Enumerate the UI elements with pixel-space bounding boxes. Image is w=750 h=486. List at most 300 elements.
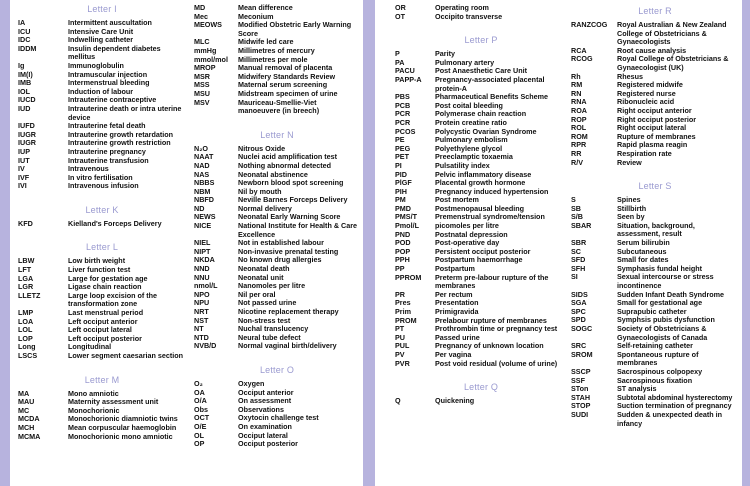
entry-abbreviation: RN — [571, 88, 582, 98]
entry-definition: Persistent occiput posterior — [435, 246, 531, 256]
entry-definition: Midwife led care — [238, 37, 294, 47]
entry-definition: Spontaneous rupture of membranes — [617, 349, 699, 368]
entry-abbreviation: NPU — [194, 298, 210, 308]
entry-definition: Registered midwife — [617, 80, 683, 90]
glossary-entry — [395, 76, 567, 93]
entry-definition: Intermenstrual bleeding — [68, 78, 150, 88]
entry-definition: Symphsis pubis dysfunction — [617, 315, 715, 325]
entry-abbreviation: NNU — [194, 272, 210, 282]
entry-abbreviation: Long — [18, 342, 36, 352]
entry-abbreviation: SUDI — [571, 409, 589, 419]
entry-definition: Stillbirth — [617, 203, 647, 213]
entry-definition: Liver function test — [68, 265, 131, 275]
entry-abbreviation: MD — [194, 3, 206, 12]
entry-abbreviation: LMP — [18, 308, 34, 318]
entry-definition: Polycystic Ovarian Syndrome — [435, 126, 537, 136]
glossary-entry — [395, 325, 567, 334]
entry-abbreviation: SSF — [571, 375, 585, 385]
entry-abbreviation: LGR — [18, 282, 34, 292]
entry-abbreviation: OCT — [194, 413, 210, 423]
glossary-entry — [395, 342, 567, 351]
entry-definition: In vitro fertilisation — [68, 172, 133, 182]
entry-definition: Neonatal Early Warning Score — [238, 212, 341, 222]
entry-definition: Nothing abnormal detected — [238, 160, 332, 170]
entry-abbreviation: Ig — [18, 60, 25, 70]
entry-abbreviation: PI — [395, 160, 402, 170]
entry-abbreviation: SSCP — [571, 366, 591, 376]
glossary-entry — [395, 397, 567, 406]
entry-abbreviation: IDC — [18, 35, 31, 45]
entry-abbreviation: IUP — [18, 146, 30, 156]
entry-abbreviation: PIH — [395, 186, 407, 196]
entry-definition: Spines — [617, 195, 641, 205]
left-page — [10, 0, 363, 486]
entry-definition: Indwelling catheter — [68, 35, 134, 45]
entry-definition: Intrauterine contraceptive — [68, 95, 157, 105]
entry-abbreviation: LSCS — [18, 351, 38, 360]
section-heading-letter-l: Letter L — [85, 242, 119, 253]
entry-definition: Intramuscular injection — [68, 69, 148, 79]
entry-definition: Preterm pre-labour rupture of the membranes — [435, 272, 549, 291]
entry-definition: Low birth weight — [68, 256, 126, 266]
entry-abbreviation: PP — [395, 264, 405, 274]
entry-abbreviation: NTD — [194, 332, 209, 342]
entry-definition: Mono amniotic — [68, 388, 119, 398]
entry-abbreviation: IUFD — [18, 121, 35, 131]
entry-definition: Quickening — [435, 396, 475, 406]
entry-definition: Millimetres of mercury — [238, 45, 315, 55]
entry-abbreviation: IUD — [18, 103, 31, 113]
entry-abbreviation: MEOWS — [194, 20, 222, 30]
glossary-entry — [571, 325, 739, 342]
entry-abbreviation: IDDM — [18, 43, 37, 53]
glossary-entry — [395, 256, 567, 265]
entry-definition: Monochorionic mono amniotic — [68, 431, 173, 441]
entry-definition: Not in established labour — [238, 238, 324, 248]
entry-definition: Modified Obstetric Early Warning Score — [238, 20, 352, 38]
entry-definition: Placental growth hormone — [435, 178, 526, 188]
entry-abbreviation: PROM — [395, 315, 417, 325]
entry-abbreviation: NKDA — [194, 255, 215, 265]
entry-definition: Ribonucleic acid — [617, 97, 675, 107]
entry-definition: Post-operative day — [435, 238, 500, 248]
entry-abbreviation: PPROM — [395, 272, 422, 282]
entry-definition: Intravenous — [68, 164, 109, 174]
section-heading-letter-r: Letter R — [638, 6, 672, 16]
entry-abbreviation: SPD — [571, 315, 586, 325]
entry-abbreviation: NAS — [194, 169, 210, 179]
entry-definition: Manual removal of placenta — [238, 63, 333, 73]
entry-abbreviation: PT — [395, 324, 405, 334]
entry-definition: Protein creatine ratio — [435, 117, 507, 127]
entry-abbreviation: IOL — [18, 86, 30, 96]
entry-abbreviation: Q — [395, 396, 401, 406]
entry-definition: Newborn blood spot screening — [238, 178, 344, 188]
entry-abbreviation: PU — [395, 332, 405, 342]
entry-abbreviation: SPC — [571, 306, 586, 316]
entry-abbreviation: RCA — [571, 45, 587, 55]
entry-definition: Sudden & unexpected death in infancy — [617, 409, 723, 428]
entry-definition: Oxygen — [238, 378, 265, 388]
entry-definition: Prelabour rupture of membranes — [435, 315, 547, 325]
entry-abbreviation: O/E — [194, 421, 207, 431]
glossary-entry — [18, 182, 186, 191]
glossary-entry — [395, 274, 567, 291]
entry-abbreviation: STAH — [571, 392, 591, 402]
entry-abbreviation: IUCD — [18, 95, 36, 105]
entry-definition: Monochorionic — [68, 405, 120, 415]
entry-definition: Post void residual (volume of urine) — [435, 358, 558, 368]
entry-abbreviation: PV — [395, 349, 405, 359]
glossary-entry — [571, 205, 739, 214]
entry-definition: Intrauterine fetal death — [68, 121, 146, 131]
entry-definition: Intravenous infusion — [68, 181, 139, 191]
entry-abbreviation: P — [395, 49, 400, 59]
entry-abbreviation: LOL — [18, 325, 33, 335]
entry-definition: Sacrospinous colpopexy — [617, 366, 703, 376]
entry-abbreviation: SIDS — [571, 289, 588, 299]
entry-abbreviation: OT — [395, 11, 405, 21]
entry-abbreviation: IA — [18, 18, 26, 27]
glossary-entry — [571, 150, 739, 159]
entry-definition: Intrauterine transfusion — [68, 155, 149, 165]
entry-definition: Last menstrual period — [68, 308, 144, 318]
entry-definition: Meconium — [238, 11, 274, 21]
entry-definition: Nicotine replacement therapy — [238, 307, 339, 316]
entry-definition: Immunoglobulin — [68, 60, 124, 70]
entry-abbreviation: OR — [395, 3, 406, 12]
entry-abbreviation: POP — [395, 246, 411, 256]
glossary-entry — [18, 220, 186, 229]
entry-definition: Intensive Care Unit — [68, 26, 134, 36]
entry-definition: Neville Barnes Forceps Delivery — [238, 195, 348, 205]
entry-abbreviation: nmol/L — [194, 281, 218, 291]
entry-definition: Intrauterine growth retardation — [68, 129, 174, 139]
entry-abbreviation: PVR — [395, 358, 410, 368]
entry-definition: Occipito transverse — [435, 11, 503, 21]
entry-definition: Presentation — [435, 298, 479, 308]
entry-definition: ST analysis — [617, 384, 657, 394]
entry-abbreviation: mmol/mol — [194, 54, 228, 64]
entry-definition: Not passed urine — [238, 298, 297, 308]
entry-abbreviation: LBW — [18, 256, 35, 266]
entry-definition: Primigravida — [435, 307, 479, 316]
entry-definition: On assessment — [238, 396, 292, 406]
entry-definition: Intrauterine pregnancy — [68, 146, 146, 156]
entry-definition: Post coital bleeding — [435, 100, 503, 110]
entry-abbreviation: RANZCOG — [571, 20, 608, 29]
glossary-entry — [395, 291, 567, 300]
glossary-entry — [571, 196, 739, 205]
entry-definition: Sexual intercourse or stress incontinence — [617, 272, 714, 291]
entry-definition: Kielland's Forceps Delivery — [68, 218, 162, 228]
glossary-entry — [571, 411, 739, 428]
entry-abbreviation: KFD — [18, 218, 33, 228]
entry-definition: Self-retaining catheter — [617, 341, 693, 351]
entry-abbreviation: SOGC — [571, 324, 593, 333]
entry-definition: Monochorionic diamniotic twins — [68, 414, 178, 424]
entry-definition: No known drug allergies — [238, 255, 322, 265]
section-heading-letter-k: Letter K — [85, 204, 119, 215]
entry-definition: Prothrombin time or pregnancy test — [435, 324, 558, 334]
entry-definition: Review — [617, 157, 642, 167]
glossary-entry — [18, 352, 186, 361]
glossary-entry — [18, 105, 186, 122]
entry-definition: Occiput posterior — [238, 439, 298, 449]
entry-definition: Lower segment caesarian section — [68, 351, 184, 360]
entry-definition: Post Anaesthetic Care Unit — [435, 66, 527, 76]
entry-definition: Postmenopausal bleeding — [435, 203, 525, 213]
entry-abbreviation: LLETZ — [18, 290, 41, 300]
glossary-entry — [194, 222, 360, 239]
glossary-entry — [571, 159, 739, 168]
entry-abbreviation: OP — [194, 439, 205, 449]
entry-definition: Sudden Infant Death Syndrome — [617, 289, 725, 299]
entry-abbreviation: NT — [194, 324, 204, 334]
entry-abbreviation: MSR — [194, 71, 210, 81]
glossary-entry — [18, 292, 186, 309]
entry-definition: National Institute for Health & Care Excellence — [238, 221, 358, 239]
entry-definition: Longitudinal — [68, 342, 112, 352]
entry-definition: Pulmonary embolism — [435, 135, 508, 145]
entry-definition: Sacrospinous fixation — [617, 375, 693, 385]
entry-abbreviation: NAD — [194, 160, 210, 170]
glossary-entry — [571, 222, 739, 239]
entry-abbreviation: OA — [194, 387, 205, 397]
glossary-entry — [194, 440, 360, 449]
entry-abbreviation: NAAT — [194, 152, 214, 162]
entry-abbreviation: PACU — [395, 66, 415, 76]
entry-abbreviation: SC — [571, 246, 581, 256]
glossary-entry — [571, 351, 739, 368]
entry-definition: Maternity assessment unit — [68, 397, 159, 407]
entry-definition: Per vagina — [435, 349, 472, 359]
glossary-entry — [18, 45, 186, 62]
entry-definition: picomoles per litre — [435, 221, 499, 231]
entry-abbreviation: Obs — [194, 404, 208, 414]
entry-abbreviation: R/V — [571, 157, 583, 167]
glossary-entry — [194, 342, 360, 351]
left-page-column-2 — [194, 4, 360, 449]
entry-abbreviation: ROP — [571, 114, 587, 124]
entry-definition: Postpartum haemorrhage — [435, 255, 523, 265]
entry-definition: Per rectum — [435, 289, 473, 299]
right-page-column-2 — [571, 4, 739, 428]
entry-definition: Respiration rate — [617, 148, 672, 158]
entry-abbreviation: MC — [18, 405, 30, 415]
entry-abbreviation: RPR — [571, 140, 587, 150]
entry-abbreviation: ROM — [571, 131, 588, 141]
glossary-entry — [194, 21, 360, 38]
entry-definition: Midstream specimen of urine — [238, 88, 338, 98]
glossary-entry — [571, 273, 739, 290]
entry-abbreviation: PCOS — [395, 126, 416, 136]
section-heading-letter-n: Letter N — [260, 129, 294, 140]
entry-definition: Neonatal abstinence — [238, 169, 308, 179]
entry-abbreviation: PR — [395, 289, 405, 299]
entry-abbreviation: NPO — [194, 289, 210, 299]
entry-definition: Pulsatility index — [435, 160, 490, 170]
entry-abbreviation: MSS — [194, 80, 210, 90]
entry-abbreviation: PND — [395, 229, 411, 239]
entry-definition: Large for gestation age — [68, 273, 148, 283]
entry-definition: Oxytocin challenge test — [238, 413, 319, 423]
entry-abbreviation: mmHg — [194, 45, 217, 55]
entry-abbreviation: O₂ — [194, 378, 203, 388]
entry-abbreviation: NBFD — [194, 195, 214, 205]
entry-abbreviation: IVF — [18, 172, 30, 182]
entry-definition: Occiput lateral — [238, 430, 288, 440]
right-page — [375, 0, 742, 486]
entry-definition: Nuclei acid amplification test — [238, 152, 338, 162]
entry-abbreviation: MAU — [18, 397, 35, 407]
entry-abbreviation: IUGR — [18, 129, 36, 139]
entry-definition: Left occiput anterior — [68, 316, 138, 326]
entry-abbreviation: PET — [395, 152, 409, 162]
entry-abbreviation: SRC — [571, 341, 587, 351]
entry-definition: Operating room — [435, 3, 489, 12]
glossary-entry — [18, 433, 186, 442]
entry-definition: Non-stress test — [238, 315, 291, 325]
entry-abbreviation: Rh — [571, 71, 581, 81]
entry-abbreviation: ICU — [18, 26, 31, 36]
entry-definition: Premenstrual syndrome/tension — [435, 212, 545, 222]
entry-abbreviation: LOA — [18, 316, 34, 326]
glossary-entry — [395, 13, 567, 22]
entry-definition: Rhesus — [617, 71, 643, 81]
glossary-entry — [194, 4, 360, 13]
entry-abbreviation: IVI — [18, 181, 27, 191]
entry-abbreviation: Pres — [395, 298, 411, 308]
entry-abbreviation: STOP — [571, 401, 591, 411]
entry-definition: Suprapubic catheter — [617, 306, 687, 316]
entry-definition: Pharmaceutical Benefits Scheme — [435, 92, 549, 102]
entry-definition: Subcutaneous — [617, 246, 667, 256]
entry-definition: Nanomoles per litre — [238, 281, 306, 291]
glossary-entry — [571, 55, 739, 72]
entry-abbreviation: IV — [18, 164, 25, 174]
entry-abbreviation: SB — [571, 203, 581, 213]
entry-definition: Nuchal translucency — [238, 324, 309, 334]
entry-definition: Observations — [238, 404, 284, 414]
entry-definition: Right occiput anterior — [617, 105, 692, 115]
entry-definition: Neural tube defect — [238, 332, 301, 342]
entry-definition: Subtotal abdominal hysterectomy — [617, 392, 733, 402]
entry-abbreviation: S — [571, 195, 576, 205]
entry-definition: Nil by mouth — [238, 186, 282, 196]
entry-definition: Neonatal unit — [238, 272, 284, 282]
entry-abbreviation: SFD — [571, 255, 586, 265]
entry-abbreviation: NBBS — [194, 178, 215, 188]
entry-definition: Right occiput lateral — [617, 123, 687, 133]
entry-abbreviation: PA — [395, 57, 405, 67]
entry-abbreviation: NICE — [194, 221, 212, 231]
entry-abbreviation: NIPT — [194, 246, 211, 256]
entry-abbreviation: NRT — [194, 307, 209, 316]
entry-abbreviation: NST — [194, 315, 209, 325]
entry-definition: Symphasis fundal height — [617, 263, 703, 273]
entry-definition: Serum bilirubin — [617, 238, 670, 248]
entry-abbreviation: MSV — [194, 97, 210, 107]
entry-abbreviation: PBS — [395, 92, 410, 102]
entry-definition: Ligase chain reaction — [68, 282, 142, 292]
entry-abbreviation: PCB — [395, 100, 411, 110]
entry-abbreviation: PlGF — [395, 178, 412, 188]
entry-definition: Parity — [435, 49, 455, 59]
entry-definition: Small for dates — [617, 255, 669, 265]
entry-abbreviation: MLC — [194, 37, 210, 47]
entry-definition: Rupture of membranes — [617, 131, 696, 141]
entry-definition: Postpartum — [435, 264, 475, 274]
entry-abbreviation: LGA — [18, 273, 34, 283]
entry-abbreviation: PUL — [395, 341, 410, 351]
entry-abbreviation: IUGR — [18, 138, 36, 148]
entry-abbreviation: SBAR — [571, 220, 592, 230]
entry-definition: Rapid plasma reagin — [617, 140, 688, 150]
section-heading-letter-p: Letter P — [464, 35, 498, 46]
entry-abbreviation: POD — [395, 238, 411, 248]
entry-abbreviation: ROA — [571, 105, 587, 115]
entry-abbreviation: PMD — [395, 203, 411, 213]
section-heading-letter-s: Letter S — [638, 181, 672, 192]
entry-definition: Royal College of Obstetricians & Gynaecologist (UK) — [617, 54, 729, 72]
entry-abbreviation: RNA — [571, 97, 587, 107]
entry-abbreviation: IM(I) — [18, 69, 33, 79]
entry-definition: Polyethylene glycol — [435, 143, 503, 153]
entry-abbreviation: IMB — [18, 78, 32, 88]
entry-abbreviation: NND — [194, 264, 210, 274]
entry-abbreviation: NVB/D — [194, 341, 217, 351]
entry-abbreviation: RR — [571, 148, 582, 158]
right-page-column-1 — [395, 4, 567, 406]
section-heading-letter-i: Letter I — [87, 4, 117, 14]
entry-definition: Right occiput posterior — [617, 114, 697, 124]
entry-abbreviation: OL — [194, 430, 204, 440]
entry-definition: Situation, background, assessment, result — [617, 220, 695, 239]
entry-definition: Large loop excision of the transformation zone — [68, 290, 158, 309]
entry-abbreviation: MCDA — [18, 414, 40, 424]
entry-abbreviation: PCR — [395, 109, 411, 119]
entry-abbreviation: STon — [571, 384, 589, 394]
entry-definition: Polymerase chain reaction — [435, 109, 527, 119]
entry-definition: Normal vaginal birth/delivery — [238, 341, 337, 351]
entry-abbreviation: RCOG — [571, 54, 593, 64]
entry-definition: Pregnancy of unknown location — [435, 341, 544, 351]
entry-abbreviation: NEWS — [194, 212, 216, 222]
entry-abbreviation: MROP — [194, 63, 216, 73]
entry-definition: Mauriceau-Smellie-Viet manoeuvere (in breech) — [238, 97, 320, 116]
entry-abbreviation: ROL — [571, 123, 587, 133]
entry-abbreviation: PEG — [395, 143, 411, 153]
glossary-entry — [395, 360, 567, 369]
entry-abbreviation: PCR — [395, 117, 411, 127]
glossary-entry — [194, 99, 360, 116]
entry-definition: Non-invasive prenatal testing — [238, 246, 339, 256]
entry-definition: Pulmonary artery — [435, 57, 495, 67]
entry-definition: Royal Australian & New Zealand College of Obstetricians & Gynaecologists — [617, 20, 727, 47]
entry-abbreviation: PM — [395, 195, 406, 205]
entry-abbreviation: SGA — [571, 298, 587, 308]
entry-definition: Insulin dependent diabetes mellitus — [68, 43, 161, 62]
entry-abbreviation: Prim — [395, 307, 411, 316]
entry-definition: Pregnancy induced hypertension — [435, 186, 549, 196]
section-heading-letter-o: Letter O — [259, 364, 295, 375]
entry-abbreviation: NBM — [194, 186, 211, 196]
entry-definition: Pelvic inflammatory disease — [435, 169, 532, 179]
entry-definition: Intrauterine growth restriction — [68, 138, 171, 148]
entry-abbreviation: LOP — [18, 333, 33, 343]
entry-definition: Passed urine — [435, 332, 480, 342]
